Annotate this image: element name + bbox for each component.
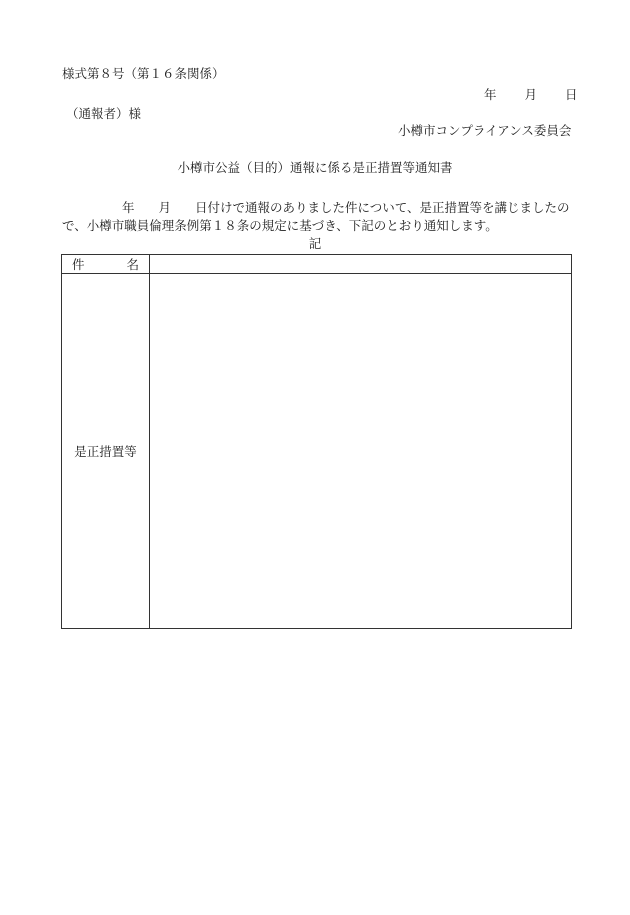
table-row-subject [62,255,572,274]
date-day: 日 [565,87,578,102]
document-title: 小樽市公益（目的）通報に係る是正措置等通知書 [177,160,453,175]
notice-table [61,254,572,629]
table-row-measures [62,274,572,629]
body-text: 日付けで通報のありました件について、是正措置等を講じましたので、小樽市職員倫理条例第１８条の規定に基づき、下記のとおり通知します。 [62,200,570,233]
date-year: 年 [484,87,497,102]
date-line [484,89,578,102]
addressee: （通報者）様 [66,106,142,121]
form-number: 様式第８号（第１６条関係） [62,66,225,81]
ki-heading: 記 [308,236,322,251]
issuer: 小樽市コンプライアンス委員会 [398,123,572,138]
subject-label-cell [62,255,150,274]
measures-value-cell[interactable] [150,274,572,629]
body-month: 月 [158,200,172,215]
date-month: 月 [524,87,538,102]
subject-label-1: 件 [72,257,85,272]
measures-label: 是正措置等 [74,444,137,459]
measures-label-cell [62,274,150,629]
subject-value-cell[interactable] [150,255,572,274]
subject-label-2: 名 [126,257,139,272]
body-year: 年 [122,200,135,215]
body-paragraph [62,199,580,235]
